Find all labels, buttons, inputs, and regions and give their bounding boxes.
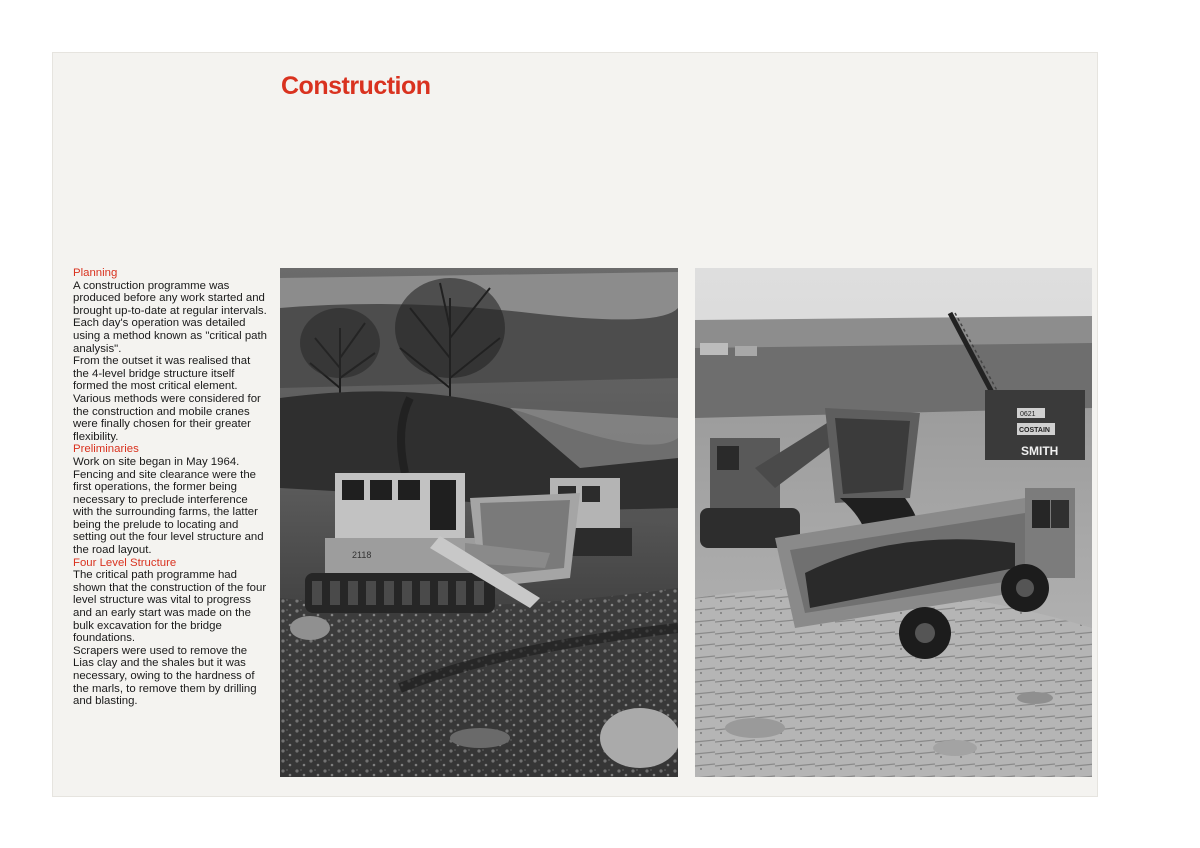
photo-bulldozers-illustration	[280, 268, 678, 777]
section-paragraph: The critical path programme had shown that the construction of the four level structure was vital to progress and an early start was made on the bulk excavation for the bridge foundations.	[73, 569, 267, 645]
dozer-number-label: 2118	[352, 550, 372, 560]
section-paragraph: Scrapers were used to remove the Lias clay and the shales but it was necessary, owing to the hardness of the marls, to remove them by drilling and blasting.	[73, 644, 257, 708]
section-paragraph: From the outset it was realised that the 4-level bridge structure itself formed the most critical element. Various methods were considered for the construction and mobile cranes were finally chosen for their greater flexibility.	[73, 355, 261, 443]
section-planning	[73, 267, 269, 443]
crane-contractor-plate: COSTAIN	[1019, 427, 1050, 434]
photo-excavator-loading-truck	[695, 268, 1092, 777]
section-paragraph: A construction programme was produced before any work started and brought up-to-date at regular intervals. Each day's operation was detailed using a method known as "critical path analysis".	[73, 279, 267, 355]
crane-brand-lettering: SMITH	[1021, 444, 1059, 458]
crane-plate-number: 0621	[1020, 411, 1036, 418]
section-paragraph: Work on site began in May 1964. Fencing and site clearance were the first operations, the former being necessary to preclude interference with the surrounding farms, the latter being the prelude to locating and setting out the four level structure and the road layout.	[73, 455, 264, 557]
section-four-level-structure	[73, 557, 269, 708]
brochure-page	[52, 52, 1098, 797]
section-heading: Planning	[73, 267, 118, 279]
body-text-column	[73, 267, 269, 708]
section-heading: Four Level Structure	[73, 556, 177, 569]
photo-bulldozers-excavation	[280, 268, 678, 777]
page-title: Construction	[281, 72, 431, 100]
section-heading: Preliminaries	[73, 443, 139, 456]
section-preliminaries	[73, 443, 269, 556]
photo-excavator-illustration	[695, 268, 1092, 777]
